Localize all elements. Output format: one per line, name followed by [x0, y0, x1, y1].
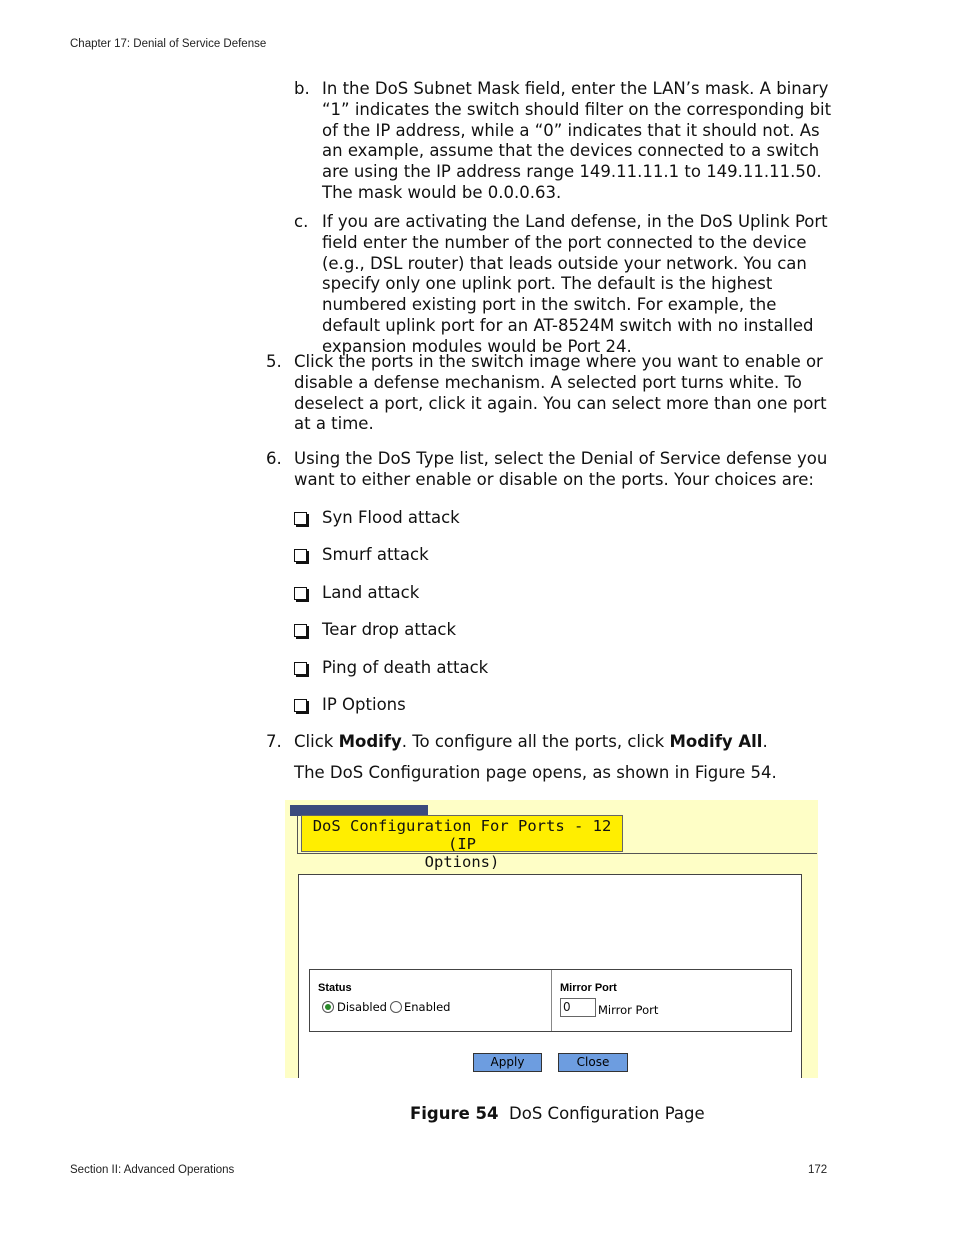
modify-all-term: Modify All [669, 732, 763, 751]
running-header: Chapter 17: Denial of Service Defense [70, 38, 267, 50]
disabled-label: Disabled [337, 1000, 387, 1014]
checkbox-bullet-icon [294, 512, 307, 525]
modify-term: Modify [338, 732, 402, 751]
step-text: Using the DoS Type list, select the Denial of Service defense you want to either enable or disable on the ports. Your choices are: [294, 449, 828, 489]
choice-text: Smurf attack [322, 545, 429, 564]
apply-button[interactable]: Apply [473, 1053, 542, 1072]
disabled-radio[interactable] [322, 1001, 334, 1013]
mirror-port-label: Mirror Port [560, 982, 617, 994]
frame-line [297, 816, 298, 854]
title-line: Options) [424, 853, 500, 871]
figure-caption [410, 1104, 705, 1123]
running-footer: Section II: Advanced Operations [70, 1164, 235, 1176]
checkbox-bullet-icon [294, 587, 307, 600]
config-panel [298, 874, 802, 1078]
status-label: Status [318, 982, 352, 994]
choice-text: Land attack [322, 583, 420, 602]
enabled-radio[interactable] [390, 1001, 402, 1013]
step-text-part: . To configure all the ports, click [401, 732, 670, 751]
choice-text: Syn Flood attack [322, 508, 460, 527]
step-text: Click the ports in the switch image where you want to enable or disable a defense mechanism. A selected port turns white. To deselect a port, click it again. You can select more than one port at a time. [294, 352, 827, 434]
dos-config-title [301, 815, 623, 871]
choice-text: Ping of death attack [322, 658, 489, 677]
substep-label: c. [294, 212, 309, 231]
close-button[interactable]: Close [558, 1053, 628, 1072]
substep-label: b. [294, 79, 310, 98]
figure-intro: The DoS Configuration page opens, as shown in Figure 54. [294, 763, 777, 782]
checkbox-bullet-icon [294, 662, 307, 675]
figure-title: DoS Configuration Page [509, 1104, 705, 1123]
choice-text: IP Options [322, 695, 406, 714]
step-text-part: . [762, 732, 768, 751]
step-text-part: Click [294, 732, 339, 751]
substep-text: If you are activating the Land defense, in the DoS Uplink Port field enter the number of the port connected to the device (e.g., DSL router) that leads outside your network. You can specify only one uplink port. The default is the highest numbered existing port in the switch. For example, the default uplink port for an AT-8524M switch with no installed expansion modules would be Port 24. [322, 212, 828, 356]
step-number: 7. [266, 732, 282, 751]
mirror-port-input[interactable]: 0 [560, 998, 596, 1017]
enabled-label: Enabled [404, 1000, 451, 1014]
column-divider [551, 970, 552, 1031]
mirror-port-field-label: Mirror Port [598, 1003, 659, 1017]
config-table [309, 969, 792, 1032]
step-text [294, 732, 834, 753]
step-number: 5. [266, 352, 282, 371]
page-number: 172 [808, 1164, 828, 1176]
step-number: 6. [266, 449, 282, 468]
checkbox-bullet-icon [294, 624, 307, 637]
checkbox-bullet-icon [294, 699, 307, 712]
substep-text: In the DoS Subnet Mask field, enter the LAN’s mask. A binary “1” indicates the switch should filter on the corresponding bit of the IP address, while a “0” indicates that it should not. As an example, assume that the devices connected to a switch are using the IP address range 149.11.11.1 to 149.11.11.50. The mask would be 0.0.0.63. [322, 79, 832, 202]
checkbox-bullet-icon [294, 549, 307, 562]
figure-number: Figure 54 [410, 1104, 499, 1123]
dos-config-figure [285, 800, 818, 1078]
radio-selected-dot [325, 1004, 331, 1010]
title-line: DoS Configuration For Ports - 12 (IP [312, 817, 612, 853]
choice-text: Tear drop attack [322, 620, 457, 639]
